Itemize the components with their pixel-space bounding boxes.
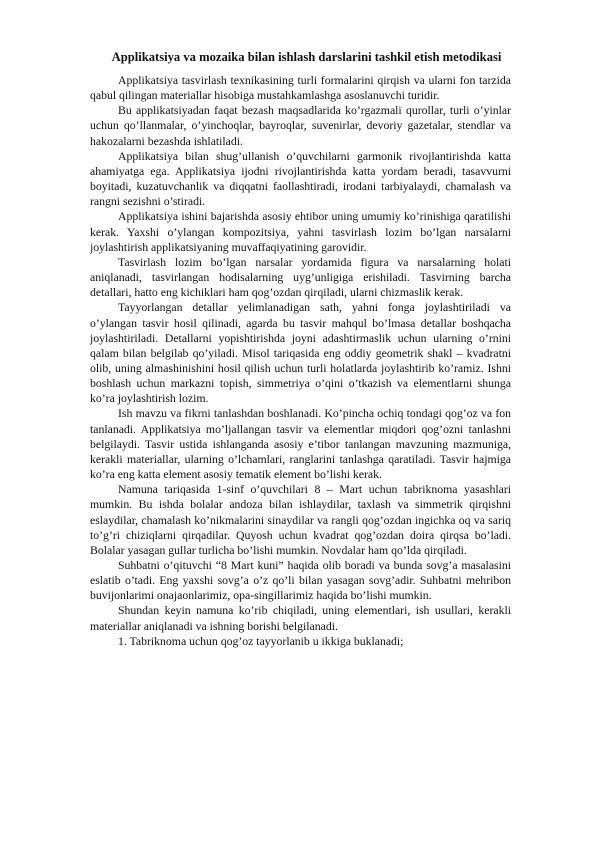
paragraph: Namuna tariqasida 1-sinf o’quvchilari 8 – Mart uchun tabriknoma yasashlari mumkin. Bu ishda bolalar andoza bilan ishlaydilar, taxlash va simmetrik qirqishni eslaydilar, chamalash ko’nikmalarini sinaydilar va rangli qog’ozdan ingichka oq va sariq to’g’ri chiziqlarni qirqadilar. Quyosh uchun kvadrat qog’ozdan doira qirqsa bo’ladi. Bolalar yasagan gullar turlicha bo’lishi mumkin. Novdalar ham qo’lda qirqiladi.: [90, 482, 511, 557]
paragraph: Applikatsiya ishini bajarishda asosiy ehtibor uning umumiy ko’rinishiga qaratilishi kerak. Yaxshi o’ylangan kompozitsiya, yahni tasvirlash lozim bo’lgan narsalarni joylashtirish applikatsiyaning muvaffaqiyatining garovidir.: [90, 209, 511, 254]
list-item: 1. Tabriknoma uchun qog’oz tayyorlanib u ikkiga buklanadi;: [118, 633, 404, 648]
paragraph: Bu applikatsiyadan faqat bezash maqsadlarida ko’rgazmali qurollar, turli o’yinlar uchun qo’llanmalar, o’yinchoqlar, bayroqlar, suvenirlar, devoriy gazetalar, stendlar va hakozalarni bezashda ishlatiladi.: [90, 103, 511, 148]
paragraph: Tayyorlangan detallar yelimlanadigan sath, yahni fonga joylashtiriladi va o’ylangan tasvir hosil qilinadi, agarda bu tasvir mahqul bo’lmasa detallar boshqacha joylashtiriladi. Detallarni yopishtirishda joyni adashtirmaslik uchun ularning o’rnini qalam bilan belgilab qo’yiladi. Misol tariqasida eng oddiy geometrik shakl – kvadratni olib, uning almashinishini hosil qilish uchun turli holatlarda joylashtirib ko’ramiz. Ishni boshlash uchun markazni topish, simmetriya o’qini o’tkazish va elementlarni shunga ko’ra joylashtirish lozim.: [90, 300, 511, 406]
paragraph: Applikatsiya tasvirlash texnikasining turli formalarini qirqish va ularni fon tarzida qabul qilingan materiallar hisobiga mustahkamlashga asoslanuvchi turidir.: [90, 73, 511, 103]
paragraph: Tasvirlash lozim bo’lgan narsalar yordamida figura va narsalarning holati aniqlanadi, tasvirlangan hodisalarning uyg’unligiga erishiladi. Tasvirning barcha detallari, hatto eng kichiklari ham qog’ozdan qirqiladi, ularni chizmaslik kerak.: [90, 254, 511, 300]
paragraph: Suhbatni o’qituvchi “8 Mart kuni” haqida olib boradi va bunda sovg’a masalasini eslatib o’tadi. Eng yaxshi sovg’a o’z qo’li bilan yasagan sovg’adir. Suhbatni mehribon buvijonlarimi onajaonlarimiz, opa-singillarimiz haqida bo’lishi mumkin.: [90, 558, 511, 603]
document-page: [90, 49, 511, 649]
paragraph: Applikatsiya bilan shug’ullanish o’quvchilarni garmonik rivojlantirishda katta ahamiyatga ega. Applikatsiya ijodni rivojlantirishda katta yordam beradi, tasavvurni boyitadi, kuzatuvchanlik va diqqatni faollashtiradi, irodani tarbiyalaydi, chamalash va rangni sezishni o’stiradi.: [90, 148, 511, 209]
document-title: Applikatsiya va mozaika bilan ishlash darslarini tashkil etish metodikasi: [111, 50, 502, 64]
paragraph: Shundan keyin namuna ko’rib chiqiladi, uning elementlari, ish usullari, kerakli materiallar aniqlanadi va ishning borishi belgilanadi.: [90, 603, 511, 633]
paragraph: Ish mavzu va fikrni tanlashdan boshlanadi. Ko’pincha ochiq tondagi qog’oz va fon tanlanadi. Applikatsiya mo’ljallangan tasvir va elementlar miqdori qog’ozni tanlashni belgilaydi. Tasvir ustida ishlanganda asosiy e’tibor tanlangan mavzuning mazmuniga, kerakli materiallar, ularning o’lchamlari, ranglarini tanlashga qaratiladi. Tasvir hajmiga ko’ra eng katta element asosiy tematik element bo’lishi kerak.: [90, 406, 511, 482]
